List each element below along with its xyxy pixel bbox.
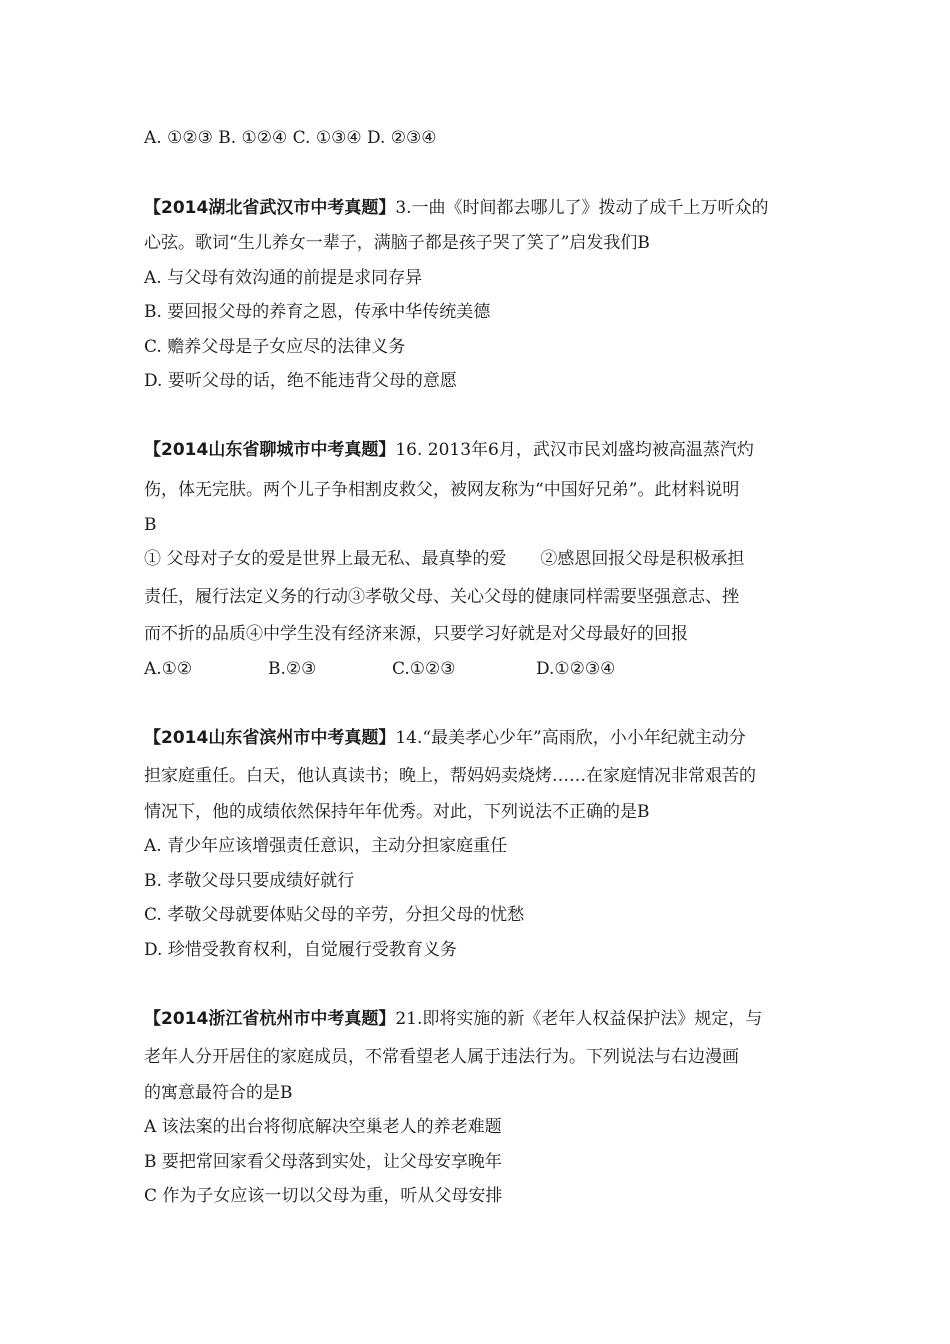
q2-source: 【2014山东省聊城市中考真题】 (144, 440, 396, 460)
q1-line-1 (144, 195, 769, 221)
q2-stem-2: 伤，体无完肤。两个儿子争相割皮救父，被网友称为“中国好兄弟”。此材料说明 (144, 480, 740, 500)
q4-stem-2: 老年人分开居住的家庭成员，不常看望老人属于违法行为。下列说法与右边漫画 (144, 1047, 739, 1067)
q4-option-c: C 作为子女应该一切以父母为重，听从父母安排 (144, 1186, 503, 1206)
q2-stem-4: ① 父母对子女的爱是世界上最无私、最真挚的爱 ②感恩回报父母是积极承担 (144, 549, 745, 569)
q2-stem-3: B (144, 515, 157, 535)
q2-stem-5: 责任，履行法定义务的行动③孝敬父母、关心父母的健康同样需要坚强意志、挫 (144, 587, 739, 607)
q2-option-a: A.①② (144, 659, 193, 679)
q3-line-1 (144, 725, 746, 751)
q4-stem-3: 的寓意最符合的是B (144, 1083, 293, 1103)
top-options: A. ①②③ B. ①②④ C. ①③④ D. ②③④ (144, 128, 437, 148)
q1-stem-1: 3.一曲《时间都去哪儿了》拨动了成千上万听众的 (395, 198, 769, 218)
q2-stem-6: 而不折的品质④中学生没有经济来源，只要学习好就是对父母最好的回报 (144, 624, 688, 644)
q4-stem-1: 21.即将实施的新《老年人权益保护法》规定，与 (395, 1009, 763, 1029)
q2-option-c: C.①②③ (392, 659, 456, 679)
q3-option-b: B. 孝敬父母只要成绩好就行 (144, 871, 355, 891)
q1-source: 【2014湖北省武汉市中考真题】 (144, 198, 396, 218)
q1-option-b: B. 要回报父母的养育之恩，传承中华传统美德 (144, 302, 491, 322)
q4-line-1 (144, 1006, 762, 1032)
q2-option-d: D.①②③④ (536, 659, 616, 679)
q4-option-b: B 要把常回家看父母落到实处，让父母安享晚年 (144, 1152, 502, 1172)
q1-option-c: C. 赡养父母是子女应尽的法律义务 (144, 337, 406, 357)
q3-option-c: C. 孝敬父母就要体贴父母的辛劳，分担父母的忧愁 (144, 905, 525, 925)
q3-option-d: D. 珍惜受教育权利，自觉履行受教育义务 (144, 940, 457, 960)
q3-stem-1: 14.“最美孝心少年”高雨欣，小小年纪就主动分 (395, 728, 746, 748)
q3-source: 【2014山东省滨州市中考真题】 (144, 728, 396, 748)
q1-option-a: A. 与父母有效沟通的前提是求同存异 (144, 268, 423, 288)
q3-stem-3: 情况下，他的成绩依然保持年年优秀。对此，下列说法不正确的是B (144, 802, 650, 822)
q2-stem-1: 16. 2013年6月，武汉市民刘盛均被高温蒸汽灼 (395, 440, 754, 460)
q1-option-d: D. 要听父母的话，绝不能违背父母的意愿 (144, 371, 457, 391)
q2-option-b: B.②③ (268, 659, 317, 679)
q3-option-a: A. 青少年应该增强责任意识，主动分担家庭重任 (144, 836, 508, 856)
q2-line-1 (144, 437, 754, 463)
q3-stem-2: 担家庭重任。白天，他认真读书；晚上，帮妈妈卖烧烤……在家庭情况非常艰苦的 (144, 766, 756, 786)
q1-stem-2: 心弦。歌词“生儿养女一辈子，满脑子都是孩子哭了笑了”启发我们B (144, 233, 650, 253)
q4-option-a: A 该法案的出台将彻底解决空巢老人的养老难题 (144, 1117, 502, 1137)
q4-source: 【2014浙江省杭州市中考真题】 (144, 1009, 396, 1029)
